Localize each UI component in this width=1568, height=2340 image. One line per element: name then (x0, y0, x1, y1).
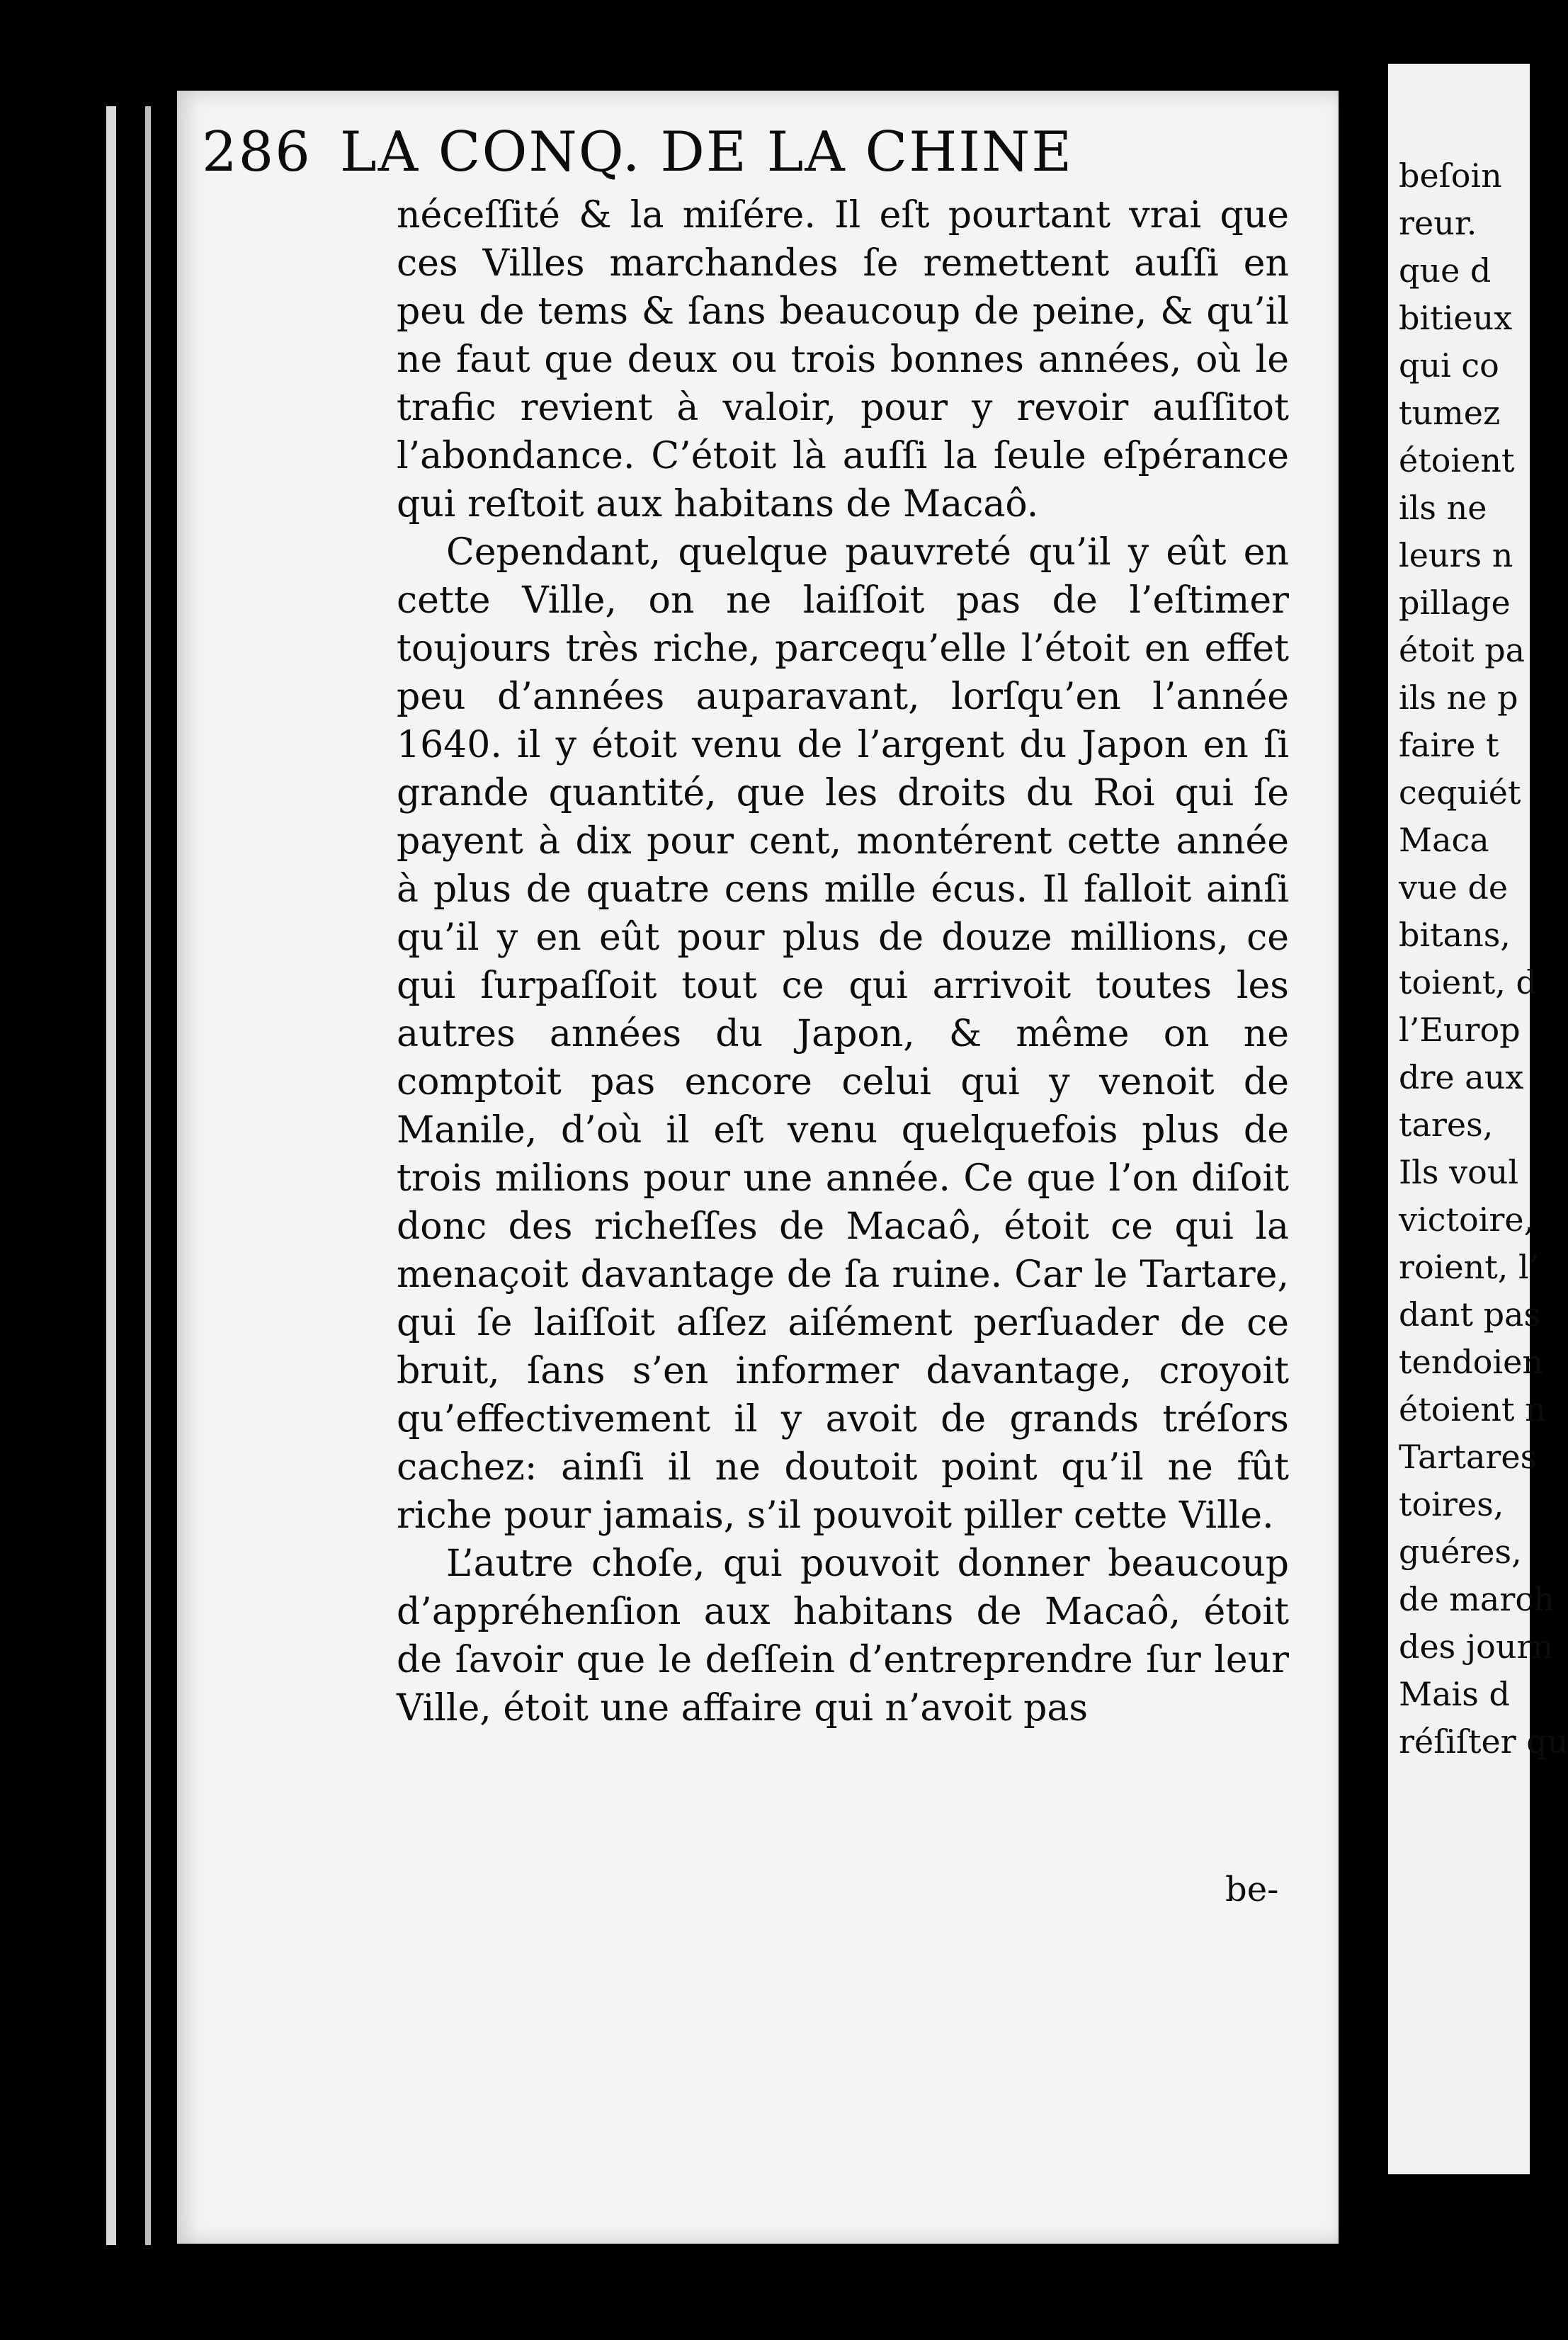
facing-page-text: beſoin reur. que d bitieux qui co tumez étoient ils ne leurs n pillage étoit pa ils ne p faire t cequiét Maca vue de bitans, toient, d l’Europ dre aux tares, Ils voul victoire, roient, l’ dant pas tendoien étoient n Tartares toires, guéres, de march des journ Mais d réſiſter qu (1399, 157, 1568, 1761)
spine-edge-line (106, 106, 116, 2245)
facing-page (1388, 64, 1568, 2174)
paragraph: Cependant, quelque pauvreté qu’il y eût en cette Ville, on ne laiſſoit pas de l’eſtimer toujours très riche, parcequ’elle l’étoit en effet peu d’années auparavant, lorſqu’en l’année 1640. il y étoit venu de l’argent du Japon en ſi grande quantité, que les droits du Roi qui ſe payent à dix pour cent, montérent cette année à plus de quatre cens mille écus. Il falloit ainſi qu’il y en eût pour plus de douze millions, ce qui ſurpaſſoit tout ce qui arrivoit toutes les autres années du Japon, & même on ne comptoit pas encore celui qui y venoit de Manile, d’où il eſt venu quelquefois plus de trois milions pour une année. Ce que l’on diſoit donc des richeſſes de Macaô, étoit ce qui la menaçoit davantage de ſa ruine. Car le Tartare, qui ſe laiſſoit aſſez aiſément perſuader de ce bruit, ſans s’en informer davantage, croyoit qu’effectivement il y avoit de grands tréſors cachez: ainſi il ne doutoit point qu’il ne fût riche pour jamais, s’il pouvoit piller cette Ville. (397, 531, 1289, 1537)
catchword: be- (1225, 1870, 1279, 1909)
running-header (202, 120, 1179, 198)
paragraph: néceſſité & la miſére. Il eſt pourtant vrai que ces Villes marchandes ſe remettent auſſi en peu de tems & ſans beaucoup de peine, & qu’il ne faut que deux ou trois bonnes années, où le trafic revient à valoir, pour y revoir auſſitot l’abondance. C’étoit là auſſi la ſeule eſpérance qui reſtoit aux habitans de Macaô. (397, 194, 1289, 526)
page-number: 286 (202, 120, 312, 184)
body-text (397, 191, 1289, 1732)
running-title: LA CONQ. DE LA CHINE (339, 120, 1074, 184)
spine-edge-line (145, 106, 151, 2245)
paragraph: L’autre choſe, qui pouvoit donner beaucoup d’appréhenſion aux habitans de Macaô, étoit de ſavoir que le deſſein d’entreprendre ſur leur Ville, étoit une affaire qui n’avoit pas (397, 1543, 1289, 1730)
